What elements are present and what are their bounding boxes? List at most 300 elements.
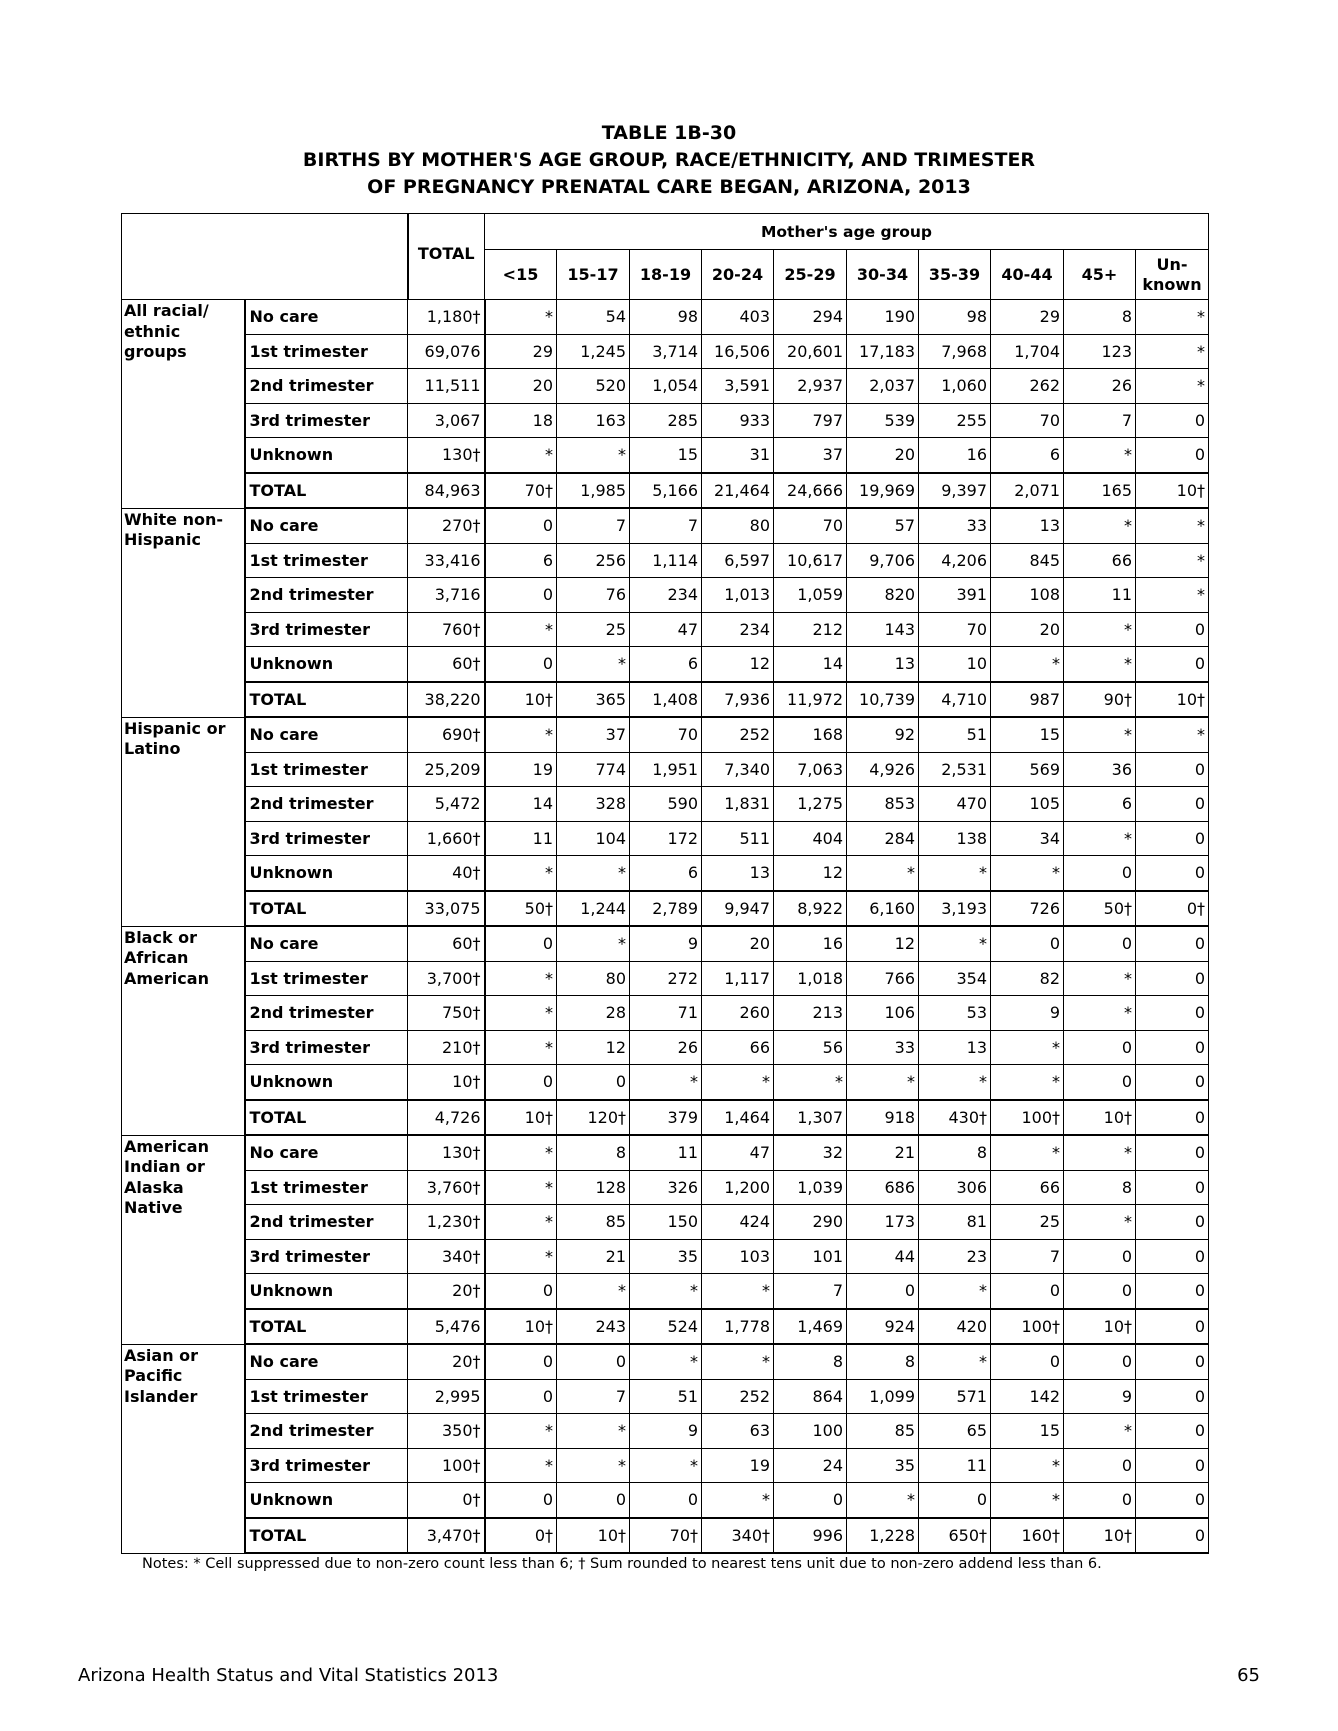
cell-value: 260 [702, 996, 774, 1031]
cell-value: 24,666 [774, 473, 847, 509]
cell-value: 403 [702, 300, 774, 335]
cell-value: 650† [919, 1518, 991, 1554]
row-label: 1st trimester [245, 1379, 408, 1414]
cell-value: 8 [557, 1135, 630, 1170]
cell-value: 0 [1064, 1239, 1136, 1274]
cell-value: 14 [485, 787, 557, 822]
cell-value: 0 [991, 1274, 1064, 1309]
cell-value: 797 [774, 403, 847, 438]
table-row [122, 1518, 1209, 1554]
cell-value: * [1064, 1414, 1136, 1449]
cell-value: 104 [557, 821, 630, 856]
table-row [122, 612, 1209, 647]
cell-value: 36 [1064, 752, 1136, 787]
cell-value: 57 [847, 508, 919, 543]
cell-value: 1,054 [630, 369, 702, 404]
cell-value: 138 [919, 821, 991, 856]
table-row [122, 508, 1209, 543]
cell-value: 0 [1136, 1170, 1209, 1205]
cell-value: 13 [702, 856, 774, 891]
cell-value: 103 [702, 1239, 774, 1274]
row-label: 2nd trimester [245, 369, 408, 404]
cell-total: 750† [408, 996, 485, 1031]
cell-value: 71 [630, 996, 702, 1031]
cell-value: * [485, 612, 557, 647]
cell-value: * [847, 856, 919, 891]
table-row [122, 334, 1209, 369]
cell-value: 50† [1064, 891, 1136, 927]
cell-value: * [630, 1448, 702, 1483]
cell-value: 0 [1136, 1205, 1209, 1240]
cell-value: * [1136, 369, 1209, 404]
cell-value: * [1064, 438, 1136, 473]
cell-value: 354 [919, 961, 991, 996]
cell-value: 10† [1064, 1309, 1136, 1345]
cell-value: 404 [774, 821, 847, 856]
cell-value: * [485, 1205, 557, 1240]
cell-value: 0 [919, 1483, 991, 1518]
cell-value: * [774, 1065, 847, 1100]
group-label: American Indian or Alaska Native [122, 1135, 245, 1344]
header-age-6: 35-39 [919, 250, 991, 300]
header-total: TOTAL [408, 214, 485, 300]
cell-value: 7,936 [702, 682, 774, 718]
cell-value: 326 [630, 1170, 702, 1205]
cell-value: 53 [919, 996, 991, 1031]
cell-value: 100 [774, 1414, 847, 1449]
cell-value: 0 [557, 1344, 630, 1379]
cell-value: 0 [1136, 647, 1209, 682]
cell-value: * [991, 1135, 1064, 1170]
cell-value: 766 [847, 961, 919, 996]
cell-value: 234 [702, 612, 774, 647]
cell-total: 270† [408, 508, 485, 543]
header-age-3: 20-24 [702, 250, 774, 300]
cell-total: 60† [408, 647, 485, 682]
cell-value: 13 [919, 1030, 991, 1065]
cell-value: 51 [630, 1379, 702, 1414]
cell-value: 0 [1136, 1030, 1209, 1065]
cell-value: 252 [702, 1379, 774, 1414]
cell-value: 163 [557, 403, 630, 438]
cell-value: 160† [991, 1518, 1064, 1554]
cell-value: * [991, 1030, 1064, 1065]
cell-value: 0 [1064, 1065, 1136, 1100]
cell-value: * [991, 647, 1064, 682]
group-label: White non-Hispanic [122, 508, 245, 717]
cell-value: 10† [1136, 682, 1209, 718]
cell-value: 10† [557, 1518, 630, 1554]
table-row [122, 1274, 1209, 1309]
cell-value: 0 [1136, 1344, 1209, 1379]
cell-total: 4,726 [408, 1100, 485, 1136]
cell-value: 37 [774, 438, 847, 473]
row-label: 2nd trimester [245, 1205, 408, 1240]
cell-value: 294 [774, 300, 847, 335]
cell-value: 524 [630, 1309, 702, 1345]
cell-value: 16,506 [702, 334, 774, 369]
cell-value: * [1136, 300, 1209, 335]
cell-value: 0 [485, 1274, 557, 1309]
cell-value: 20 [485, 369, 557, 404]
cell-value: 51 [919, 717, 991, 752]
cell-value: 108 [991, 578, 1064, 613]
cell-total: 3,760† [408, 1170, 485, 1205]
row-label: No care [245, 1344, 408, 1379]
cell-value: * [991, 856, 1064, 891]
cell-value: 23 [919, 1239, 991, 1274]
cell-value: 37 [557, 717, 630, 752]
cell-value: * [1064, 717, 1136, 752]
cell-value: * [1136, 334, 1209, 369]
table-row [122, 926, 1209, 961]
cell-value: 1,013 [702, 578, 774, 613]
cell-value: 6 [1064, 787, 1136, 822]
cell-value: 66 [702, 1030, 774, 1065]
cell-total: 11,511 [408, 369, 485, 404]
cell-value: 0 [1064, 1483, 1136, 1518]
cell-value: 11,972 [774, 682, 847, 718]
cell-total: 0† [408, 1483, 485, 1518]
cell-value: 0 [1136, 438, 1209, 473]
cell-value: 0 [1136, 1100, 1209, 1136]
cell-value: 0 [1136, 752, 1209, 787]
cell-value: 0 [1136, 787, 1209, 822]
births-table [121, 213, 1209, 1554]
cell-value: 424 [702, 1205, 774, 1240]
cell-total: 130† [408, 1135, 485, 1170]
cell-value: 0 [1136, 1448, 1209, 1483]
table-row [122, 1100, 1209, 1136]
cell-value: * [1064, 508, 1136, 543]
cell-total: 40† [408, 856, 485, 891]
cell-value: 0 [1136, 1135, 1209, 1170]
cell-value: * [485, 961, 557, 996]
cell-total: 3,067 [408, 403, 485, 438]
cell-value: * [630, 1344, 702, 1379]
cell-value: 2,037 [847, 369, 919, 404]
cell-value: 10† [1064, 1100, 1136, 1136]
cell-value: 105 [991, 787, 1064, 822]
cell-value: 1,985 [557, 473, 630, 509]
table-row [122, 682, 1209, 718]
cell-value: 11 [919, 1448, 991, 1483]
cell-value: 24 [774, 1448, 847, 1483]
cell-value: 0 [485, 578, 557, 613]
cell-value: * [485, 1448, 557, 1483]
cell-value: 35 [630, 1239, 702, 1274]
cell-value: 0 [485, 1344, 557, 1379]
cell-value: 0 [1136, 821, 1209, 856]
cell-total: 84,963 [408, 473, 485, 509]
cell-value: * [1064, 961, 1136, 996]
cell-value: 1,275 [774, 787, 847, 822]
cell-value: 70 [774, 508, 847, 543]
cell-value: * [1064, 1205, 1136, 1240]
cell-value: 21 [847, 1135, 919, 1170]
cell-value: 13 [991, 508, 1064, 543]
cell-value: * [485, 300, 557, 335]
cell-value: 0 [991, 1344, 1064, 1379]
cell-value: * [847, 1065, 919, 1100]
cell-value: 15 [991, 1414, 1064, 1449]
group-label: All racial/ ethnic groups [122, 300, 245, 509]
table-row [122, 1239, 1209, 1274]
cell-value: 5,166 [630, 473, 702, 509]
cell-value: 2,937 [774, 369, 847, 404]
cell-value: 10,617 [774, 543, 847, 578]
cell-value: 0 [1136, 1239, 1209, 1274]
table-row [122, 891, 1209, 927]
cell-value: 11 [630, 1135, 702, 1170]
cell-value: * [485, 856, 557, 891]
cell-value: 7 [1064, 403, 1136, 438]
cell-value: 0 [1136, 961, 1209, 996]
cell-value: 0 [557, 1483, 630, 1518]
table-row [122, 300, 1209, 335]
cell-value: 0 [1136, 1274, 1209, 1309]
cell-value: 7 [630, 508, 702, 543]
cell-value: 31 [702, 438, 774, 473]
row-label: No care [245, 926, 408, 961]
cell-value: 306 [919, 1170, 991, 1205]
cell-value: 10 [919, 647, 991, 682]
cell-value: * [702, 1065, 774, 1100]
table-row [122, 369, 1209, 404]
header-mothers-age-group: Mother's age group [485, 214, 1209, 250]
cell-value: 2,531 [919, 752, 991, 787]
cell-total: 340† [408, 1239, 485, 1274]
cell-value: 90† [1064, 682, 1136, 718]
cell-total: 33,416 [408, 543, 485, 578]
cell-value: 9,397 [919, 473, 991, 509]
row-label: 3rd trimester [245, 1239, 408, 1274]
cell-value: 0 [1136, 996, 1209, 1031]
cell-value: 9,706 [847, 543, 919, 578]
cell-value: 100† [991, 1309, 1064, 1345]
cell-value: * [557, 926, 630, 961]
cell-value: 262 [991, 369, 1064, 404]
table-number: TABLE 1B-30 [601, 122, 737, 144]
cell-total: 130† [408, 438, 485, 473]
cell-value: 1,228 [847, 1518, 919, 1554]
cell-value: 0 [1064, 1448, 1136, 1483]
cell-value: 864 [774, 1379, 847, 1414]
cell-value: 3,714 [630, 334, 702, 369]
cell-value: 11 [1064, 578, 1136, 613]
cell-value: 924 [847, 1309, 919, 1345]
cell-value: 9 [630, 926, 702, 961]
group-label: Hispanic or Latino [122, 717, 245, 926]
cell-value: 820 [847, 578, 919, 613]
cell-value: 6,160 [847, 891, 919, 927]
row-label: TOTAL [245, 682, 408, 718]
cell-total: 38,220 [408, 682, 485, 718]
cell-value: 81 [919, 1205, 991, 1240]
cell-value: 10† [485, 682, 557, 718]
cell-value: * [1136, 508, 1209, 543]
table-row [122, 961, 1209, 996]
row-label: TOTAL [245, 473, 408, 509]
row-label: 1st trimester [245, 543, 408, 578]
cell-value: 190 [847, 300, 919, 335]
header-age-8: 45+ [1064, 250, 1136, 300]
cell-value: * [557, 647, 630, 682]
table-row [122, 1344, 1209, 1379]
cell-value: 20 [702, 926, 774, 961]
cell-value: 1,117 [702, 961, 774, 996]
cell-value: 28 [557, 996, 630, 1031]
cell-total: 33,075 [408, 891, 485, 927]
cell-total: 20† [408, 1274, 485, 1309]
cell-value: 29 [485, 334, 557, 369]
row-label: 1st trimester [245, 961, 408, 996]
cell-value: 70 [630, 717, 702, 752]
cell-value: 128 [557, 1170, 630, 1205]
cell-value: 243 [557, 1309, 630, 1345]
cell-total: 2,995 [408, 1379, 485, 1414]
cell-value: * [991, 1483, 1064, 1518]
cell-value: 85 [557, 1205, 630, 1240]
cell-value: 987 [991, 682, 1064, 718]
cell-value: 853 [847, 787, 919, 822]
cell-value: 0 [1136, 1379, 1209, 1414]
cell-value: 21,464 [702, 473, 774, 509]
cell-value: 1,059 [774, 578, 847, 613]
cell-value: 6 [485, 543, 557, 578]
row-label: 2nd trimester [245, 578, 408, 613]
cell-value: * [557, 856, 630, 891]
table-title-line-2: OF PREGNANCY PRENATAL CARE BEGAN, ARIZONA, 2013 [367, 176, 971, 198]
cell-value: 774 [557, 752, 630, 787]
cell-value: 7 [557, 1379, 630, 1414]
cell-value: 17,183 [847, 334, 919, 369]
table-row [122, 996, 1209, 1031]
cell-value: 6 [630, 647, 702, 682]
cell-value: * [1064, 612, 1136, 647]
table-row [122, 1309, 1209, 1345]
cell-value: 0 [485, 926, 557, 961]
cell-value: 165 [1064, 473, 1136, 509]
cell-value: 7,968 [919, 334, 991, 369]
cell-total: 100† [408, 1448, 485, 1483]
cell-value: 63 [702, 1414, 774, 1449]
cell-value: 80 [557, 961, 630, 996]
cell-value: 26 [1064, 369, 1136, 404]
cell-value: 845 [991, 543, 1064, 578]
cell-value: 9 [630, 1414, 702, 1449]
cell-value: 0† [485, 1518, 557, 1554]
cell-value: 35 [847, 1448, 919, 1483]
cell-value: 13 [847, 647, 919, 682]
cell-value: 11 [485, 821, 557, 856]
cell-value: 1,469 [774, 1309, 847, 1345]
cell-value: 12 [702, 647, 774, 682]
cell-value: 539 [847, 403, 919, 438]
cell-value: 1,099 [847, 1379, 919, 1414]
cell-total: 5,472 [408, 787, 485, 822]
cell-value: * [485, 1135, 557, 1170]
cell-value: 8,922 [774, 891, 847, 927]
cell-value: 569 [991, 752, 1064, 787]
cell-value: 2,071 [991, 473, 1064, 509]
cell-value: 123 [1064, 334, 1136, 369]
cell-value: 0† [1136, 891, 1209, 927]
cell-value: 10† [1064, 1518, 1136, 1554]
cell-value: 19,969 [847, 473, 919, 509]
cell-value: * [557, 1414, 630, 1449]
footer-publication: Arizona Health Status and Vital Statistics 2013 [78, 1665, 499, 1686]
cell-value: 56 [774, 1030, 847, 1065]
cell-total: 5,476 [408, 1309, 485, 1345]
cell-value: 379 [630, 1100, 702, 1136]
row-label: Unknown [245, 1065, 408, 1100]
cell-value: * [630, 1065, 702, 1100]
cell-total: 690† [408, 717, 485, 752]
cell-value: 0 [630, 1483, 702, 1518]
cell-value: 172 [630, 821, 702, 856]
cell-value: * [485, 996, 557, 1031]
cell-value: 285 [630, 403, 702, 438]
cell-value: 0 [1136, 403, 1209, 438]
cell-total: 1,230† [408, 1205, 485, 1240]
cell-value: 70 [919, 612, 991, 647]
cell-value: * [1064, 821, 1136, 856]
header-age-4: 25-29 [774, 250, 847, 300]
cell-value: 0 [1064, 1344, 1136, 1379]
cell-value: 12 [774, 856, 847, 891]
cell-value: 8 [919, 1135, 991, 1170]
cell-value: 0 [1136, 1414, 1209, 1449]
row-label: Unknown [245, 856, 408, 891]
cell-value: 70 [991, 403, 1064, 438]
cell-value: 590 [630, 787, 702, 822]
cell-value: 1,307 [774, 1100, 847, 1136]
cell-value: 120† [557, 1100, 630, 1136]
row-label: No care [245, 300, 408, 335]
cell-value: 20,601 [774, 334, 847, 369]
cell-value: 142 [991, 1379, 1064, 1414]
table-row [122, 1448, 1209, 1483]
table-title [0, 120, 1338, 201]
cell-value: 20 [991, 612, 1064, 647]
table-row [122, 403, 1209, 438]
cell-value: 0 [485, 647, 557, 682]
cell-value: 391 [919, 578, 991, 613]
cell-value: 1,200 [702, 1170, 774, 1205]
cell-value: 173 [847, 1205, 919, 1240]
cell-value: 234 [630, 578, 702, 613]
cell-value: 3,591 [702, 369, 774, 404]
row-label: 2nd trimester [245, 787, 408, 822]
row-label: 2nd trimester [245, 1414, 408, 1449]
row-label: Unknown [245, 1274, 408, 1309]
cell-value: 82 [991, 961, 1064, 996]
cell-value: 272 [630, 961, 702, 996]
cell-value: 1,778 [702, 1309, 774, 1345]
row-label: 3rd trimester [245, 612, 408, 647]
cell-value: 19 [485, 752, 557, 787]
cell-total: 10† [408, 1065, 485, 1100]
cell-value: 328 [557, 787, 630, 822]
cell-value: 1,060 [919, 369, 991, 404]
cell-value: * [1136, 543, 1209, 578]
cell-value: * [919, 1274, 991, 1309]
row-label: 3rd trimester [245, 1448, 408, 1483]
header-corner [122, 214, 408, 300]
cell-value: * [1064, 996, 1136, 1031]
cell-value: 8 [1064, 300, 1136, 335]
